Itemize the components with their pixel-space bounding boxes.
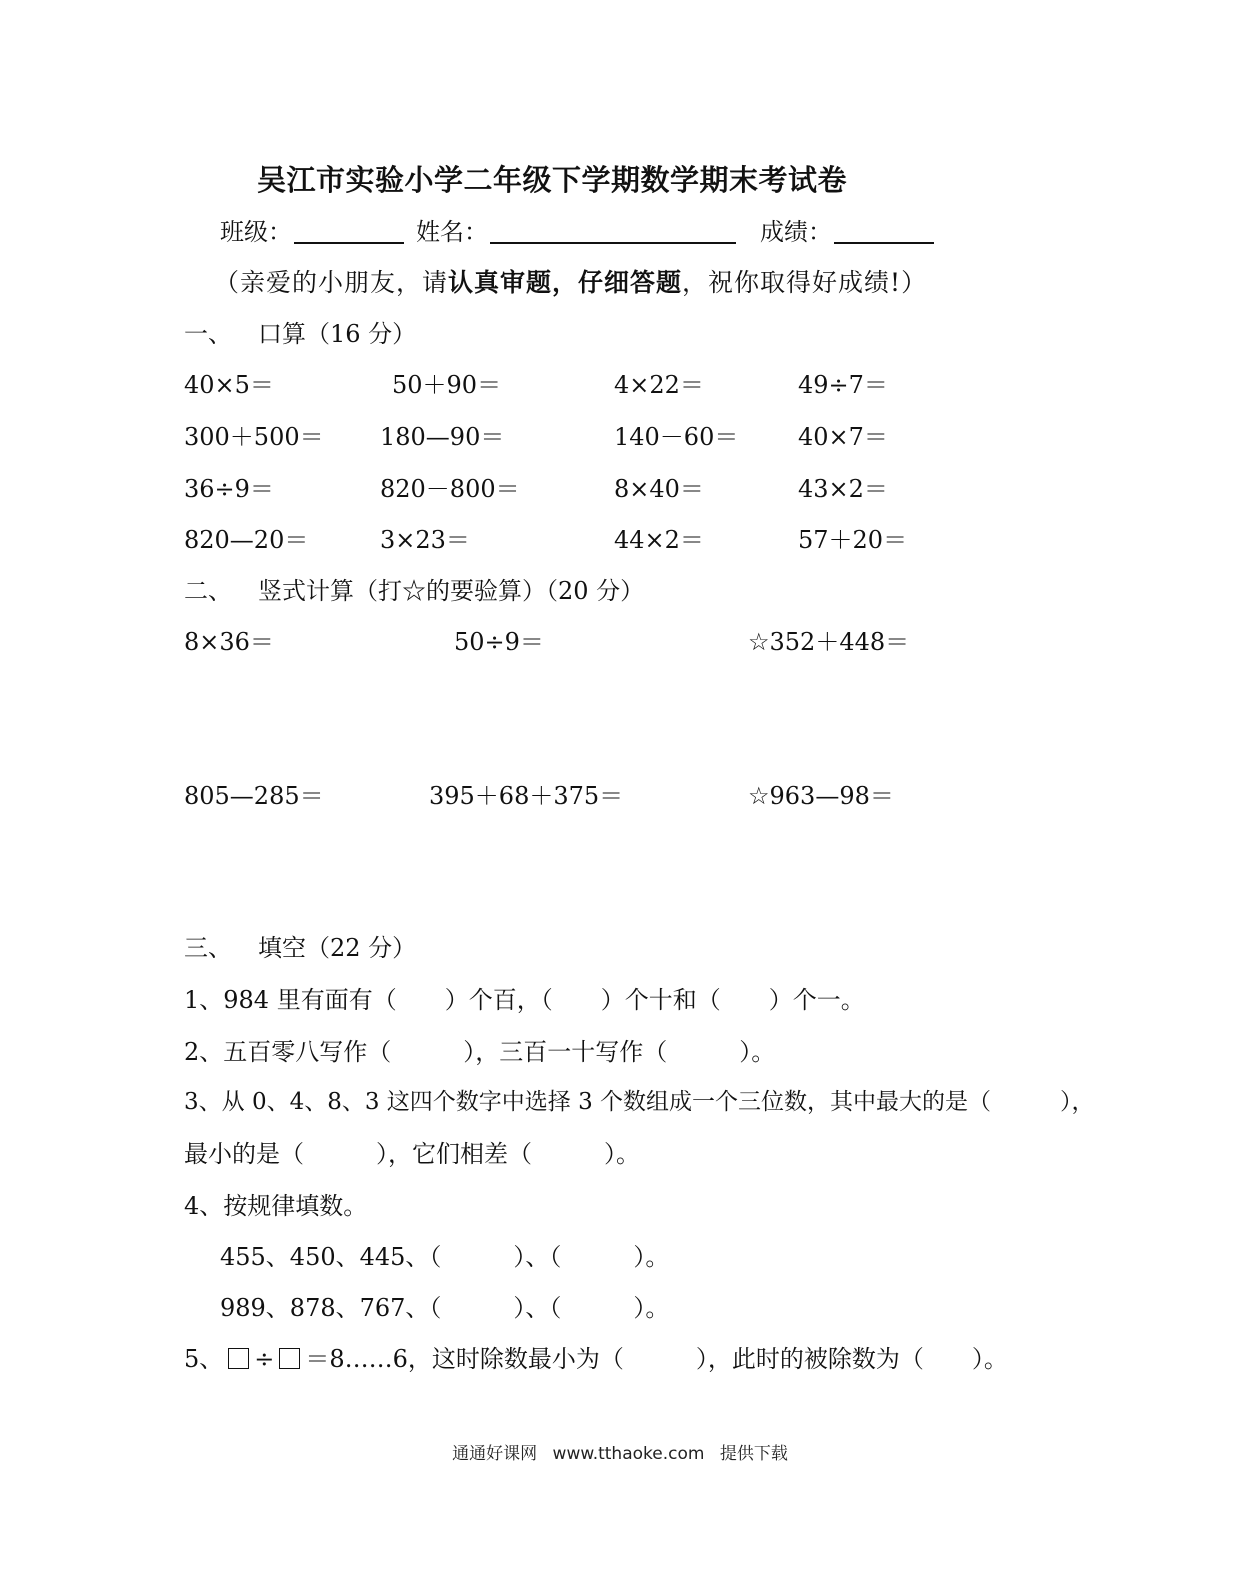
class-blank [294,242,404,244]
score-label: 成绩： [760,218,832,246]
blank-box-icon [228,1348,249,1369]
oral-calc-item: 40×7＝ [798,423,888,451]
oral-calc-item: 820—20＝ [184,526,309,554]
oral-calc-item: 180—90＝ [380,423,505,451]
section1-heading [184,322,416,346]
section1-number: 一、 [184,320,232,348]
section2-heading [184,579,644,603]
oral-calc-item: 300＋500＝ [184,423,324,451]
vertical-calc-item: ☆352＋448＝ [748,628,910,656]
name-blank [490,242,736,244]
class-label: 班级： [220,218,292,246]
section2-title: 竖式计算（打☆的要验算）（20 分） [258,577,645,605]
oral-calc-item: 8×40＝ [614,475,704,503]
footer-site-name: 通通好课网 [452,1444,538,1464]
fill-question-3a: 3、从 0、4、8、3 这四个数字中选择 3 个数组成一个三位数，其中最大的是（ ）， [184,1089,1095,1115]
oral-calc-item: 43×2＝ [798,475,888,503]
oral-calc-item: 4×22＝ [614,371,704,399]
oral-calc-item: 40×5＝ [184,371,274,399]
oral-calc-item: 140－60＝ [614,423,739,451]
section3-heading [184,936,416,960]
section1-title: 口算（16 分） [258,320,417,348]
fill-question-4b: 989、878、767、（ ）、（ ）。 [220,1294,670,1322]
section3-title: 填空（22 分） [258,934,417,962]
oral-calc-item: 3×23＝ [380,526,470,554]
fill-question-4: 4、按规律填数。 [184,1192,368,1220]
q5-rest: ＝8……6，这时除数最小为（ ），此时的被除数为（ ）。 [305,1345,1008,1373]
q5-prefix: 5、 [184,1345,224,1373]
note-part2: ，祝你取得好成绩!） [682,268,928,297]
oral-calc-item: 44×2＝ [614,526,704,554]
section2-number: 二、 [184,577,232,605]
oral-calc-item: 49÷7＝ [798,371,888,399]
blank-box-icon [279,1348,300,1369]
vertical-calc-item: ☆963—98＝ [748,782,894,810]
fill-question-4a: 455、450、445、（ ）、（ ）。 [220,1243,670,1271]
footer-url[interactable]: www.tthaoke.com [552,1444,705,1464]
encouragement-note [214,270,927,295]
footer [0,1446,1240,1463]
page-title: 吴江市实验小学二年级下学期数学期末考试卷 [257,163,848,197]
oral-calc-item: 820－800＝ [380,475,520,503]
vertical-calc-item: 8×36＝ [184,628,274,656]
note-part1: （亲爱的小朋友，请 [214,268,449,297]
fill-question-3b: 最小的是（ ），它们相差（ ）。 [184,1140,640,1168]
q5-division-sign: ÷ [254,1345,275,1373]
vertical-calc-item: 50÷9＝ [454,628,544,656]
section3-number: 三、 [184,934,232,962]
fill-question-5 [184,1347,1008,1371]
fill-question-2: 2、五百零八写作（ ），三百一十写作（ ）。 [184,1038,776,1066]
name-label: 姓名： [416,218,488,246]
vertical-calc-item: 805—285＝ [184,782,324,810]
oral-calc-item: 36÷9＝ [184,475,274,503]
note-bold: 认真审题，仔细答题 [448,268,683,297]
score-blank [834,242,934,244]
fill-question-1: 1、984 里有面有（ ）个百，（ ）个十和（ ）个一。 [184,986,865,1014]
oral-calc-item: 50＋90＝ [392,371,502,399]
oral-calc-item: 57＋20＝ [798,526,908,554]
vertical-calc-item: 395＋68＋375＝ [429,782,624,810]
footer-suffix: 提供下载 [719,1444,788,1464]
